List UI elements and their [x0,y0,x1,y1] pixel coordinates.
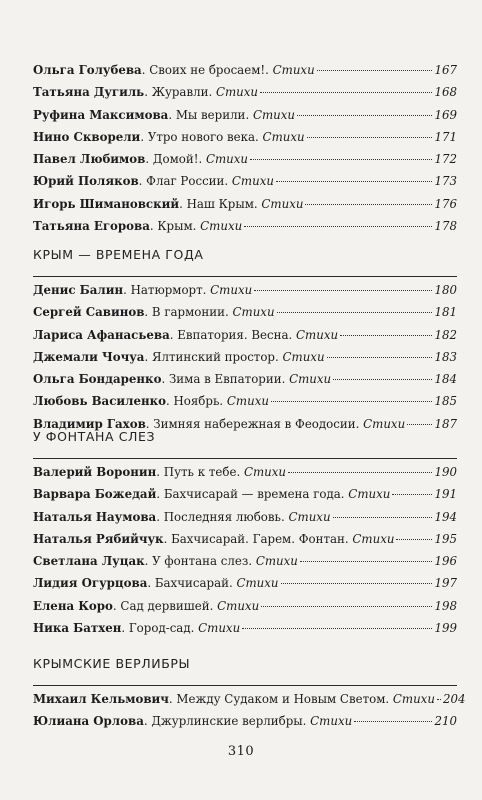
entry-genre: Стихи [272,63,315,77]
entry-separator: . [144,349,152,364]
entry-genre: Стихи [310,714,353,729]
entry-page-number: 182 [434,327,457,342]
toc-entry [33,350,457,372]
entry-genre: Стихи [282,349,325,364]
dot-leader [277,312,433,313]
entry-genre: Стихи [243,465,286,479]
entry-author: Сергей Савинов [33,305,145,320]
entry-page-number: 172 [434,152,457,167]
entry-author: Павел Любимов [33,152,146,167]
entry-genre: Стихи [226,394,269,409]
entry-page-number: 168 [434,85,457,100]
toc-entry [33,305,457,327]
dot-leader [300,561,433,562]
entry-title: Город-сад [128,621,191,636]
toc-section [33,63,457,241]
entry-separator: . [156,487,164,502]
entry-page-number: 176 [434,196,457,211]
entry-separator: . [236,465,244,479]
entry-page-number: 187 [434,416,457,431]
dot-leader [250,159,432,160]
entry-title: Зимняя набережная в Феодосии [153,416,356,431]
dot-leader [276,181,433,182]
section-heading: КРЫМСКИЕ ВЕРЛИБРЫ [33,656,191,671]
entry-title: Утро нового века [147,129,256,144]
entry-title: Крым [157,219,193,234]
entry-separator: . [149,219,158,234]
entry-separator: . [123,283,131,297]
toc-entry [33,85,457,107]
entry-separator: . [165,394,174,409]
entry-author: Светлана Луцак [33,554,145,569]
toc-section [33,656,466,737]
entry-title: Бахчисарай. Гарем. Фонтан [171,531,345,546]
entry-author: Владимир Гахов [33,416,146,431]
dot-leader [305,204,432,205]
dot-leader [297,115,432,116]
entry-title: Журавли [151,85,209,100]
entry-separator: . [355,416,364,431]
entry-title: Зима в Евпатории [168,372,282,387]
dot-leader [242,628,432,629]
toc-entry [33,692,466,714]
section-heading: КРЫМ — ВРЕМЕНА ГОДА [33,247,204,262]
entry-title: Мы верили [175,107,246,122]
toc-entry [33,576,457,598]
entry-genre: Стихи [198,621,241,636]
toc-entry [33,174,457,196]
entry-separator: . [385,692,393,706]
entry-genre: Стихи [252,107,295,122]
entry-title: Путь к тебе [163,465,237,479]
entry-separator: . [144,554,153,569]
entry-title: Ноябрь [173,394,220,409]
dot-leader [437,699,441,700]
entry-page-number: 183 [434,349,457,364]
toc-entry [33,621,457,643]
entry-page-number: 180 [434,283,457,297]
dot-leader [254,290,432,291]
entry-genre: Стихи [210,283,253,297]
entry-author: Михаил Кельмович [33,692,169,706]
entry-genre: Стихи [205,152,249,167]
entry-separator: . [112,598,121,613]
toc-entry [33,714,457,736]
entry-page-number: 196 [434,554,457,569]
toc-entry [33,63,457,85]
entry-separator: . [255,129,263,144]
entry-separator: . [138,174,147,189]
entry-genre: Стихи [232,305,275,320]
entry-page-number: 181 [434,305,457,320]
toc-entry [33,487,457,509]
entry-genre: Стихи [262,129,305,144]
entry-author: Лидия Огурцова [33,576,148,591]
entry-separator: . [202,283,211,297]
entry-genre: Стихи [289,372,332,387]
entry-page-number: 198 [434,598,457,613]
entry-separator: . [156,465,164,479]
dot-leader [288,472,432,473]
entry-separator: . [340,487,349,502]
entry-separator: . [248,554,256,569]
entry-title: Флаг России [146,174,225,189]
toc-entry [33,510,457,532]
entry-page-number: 199 [434,621,457,636]
entry-separator: . [145,416,154,431]
entry-separator: . [143,714,152,729]
entry-author: Елена Коро [33,598,113,613]
entry-page-number: 185 [434,394,457,409]
toc-section [33,247,457,439]
entry-author: Юлиана Орлова [33,714,144,729]
section-heading: У ФОНТАНА СЛЕЗ [33,429,156,444]
entry-page-number: 190 [434,465,457,479]
dot-leader [317,70,433,71]
entry-author: Татьяна Дугиль [33,85,145,100]
toc-entry [33,372,457,394]
entry-separator: . [144,305,152,320]
entry-separator: . [147,576,155,591]
entry-page-number: 169 [434,107,457,122]
toc-entry [33,465,457,487]
entry-separator: . [344,531,353,546]
entry-separator: . [302,714,311,729]
entry-author: Лариса Афанасьева [33,327,170,342]
entry-author: Нино Скворели [33,129,141,144]
entry-page-number: 184 [434,372,457,387]
toc-entry [33,197,457,219]
entry-separator: . [245,107,253,122]
entry-separator: . [156,509,164,524]
entry-page-number: 178 [434,219,457,234]
entry-genre: Стихи [288,509,331,524]
toc-entry [33,152,457,174]
entry-separator: . [209,598,218,613]
section-rule [33,685,457,686]
entry-separator: . [224,174,232,189]
entry-title: В гармонии [151,305,225,320]
entry-title: Джурлинские верлибры [151,714,303,729]
entry-genre: Стихи [363,416,406,431]
entry-separator: . [224,305,233,320]
entry-separator: . [141,63,150,77]
toc-entry [33,108,457,130]
dot-leader [261,606,432,607]
entry-separator: . [161,372,169,387]
entry-title: Бахчисарай [154,576,229,591]
entry-genre: Стихи [217,598,260,613]
dot-leader [333,517,433,518]
entry-author: Наталья Наумова [33,509,157,524]
entry-page-number: 171 [434,129,457,144]
dot-leader [327,357,433,358]
entry-title: Сад дервишей [120,598,210,613]
entry-separator: . [281,372,290,387]
dot-leader [392,494,432,495]
entry-separator: . [265,63,273,77]
entry-separator: . [288,327,297,342]
entry-title: Натюрморт [130,283,203,297]
dot-leader [407,424,432,425]
entry-genre: Стихи [215,85,259,100]
entry-separator: . [168,107,176,122]
entry-genre: Стихи [200,219,243,234]
dot-leader [354,721,432,722]
dot-leader [260,92,432,93]
entry-genre: Стихи [348,487,391,502]
entry-title: Своих не бросаем! [149,63,266,77]
entry-genre: Стихи [236,576,279,591]
entry-separator: . [228,576,237,591]
toc-entry [33,283,457,305]
toc-entry [33,219,457,241]
entry-page-number: 204 [442,692,466,706]
entry-separator: . [192,219,201,234]
toc-entry [33,599,457,621]
toc-entry [33,554,457,576]
entry-page-number: 167 [434,63,457,77]
page-number: 310 [227,744,255,759]
entry-author: Наталья Рябийчук [33,531,164,546]
dot-leader [281,583,433,584]
entry-author: Татьяна Егорова [33,219,150,234]
entry-author: Валерий Воронин [33,465,157,479]
entry-genre: Стихи [261,196,304,211]
entry-page-number: 197 [434,576,457,591]
entry-author: Юрий Поляков [33,174,139,189]
entry-title: У фонтана слез [152,554,249,569]
entry-author: Ольга Бондаренко [33,372,162,387]
entry-author: Ника Батхен [33,621,122,636]
entry-separator: . [280,509,289,524]
entry-title: Ялтинский простор [151,349,275,364]
entry-separator: . [168,692,177,706]
entry-title: Бахчисарай — времена года [163,487,341,502]
section-rule [33,458,457,459]
toc-entry [33,130,457,152]
entry-genre: Стихи [352,531,395,546]
entry-author: Ольга Голубева [33,63,142,77]
dot-leader [271,401,433,402]
entry-separator: . [190,621,199,636]
entry-page-number: 194 [434,509,457,524]
entry-author: Денис Балин [33,283,124,297]
entry-author: Джемали Чочуа [33,349,145,364]
entry-genre: Стихи [296,327,339,342]
dot-leader [307,137,433,138]
dot-leader [333,379,432,380]
entry-page-number: 191 [434,487,457,502]
entry-title: Евпатория. Весна [177,327,289,342]
dot-leader [244,226,432,227]
entry-genre: Стихи [392,692,435,706]
entry-separator: . [253,196,262,211]
entry-separator: . [163,531,172,546]
entry-page-number: 173 [434,174,457,189]
entry-separator: . [145,152,153,167]
entry-title: Домой! [152,152,199,167]
toc-section [33,429,457,643]
entry-author: Игорь Шимановский [33,196,180,211]
entry-title: Между Судаком и Новым Светом [176,692,386,706]
toc-entry [33,328,457,350]
entry-separator: . [140,129,148,144]
section-rule [33,276,457,277]
entry-genre: Стихи [231,174,274,189]
entry-page-number: 195 [434,531,457,546]
entry-author: Руфина Максимова [33,107,169,122]
toc-entry [33,532,457,554]
entry-page-number: 210 [434,714,457,729]
entry-separator: . [179,196,187,211]
entry-separator: . [275,349,283,364]
entry-title: Последняя любовь [163,509,281,524]
entry-author: Варвара Божедай [33,487,157,502]
entry-title: Наш Крым [186,196,254,211]
dot-leader [340,335,432,336]
entry-separator: . [198,152,206,167]
entry-author: Любовь Василенко [33,394,166,409]
entry-separator: . [144,85,152,100]
entry-genre: Стихи [255,554,298,569]
entry-separator: . [219,394,227,409]
toc-entry [33,394,457,416]
entry-separator: . [208,85,216,100]
entry-separator: . [121,621,129,636]
entry-separator: . [169,327,178,342]
dot-leader [396,539,432,540]
